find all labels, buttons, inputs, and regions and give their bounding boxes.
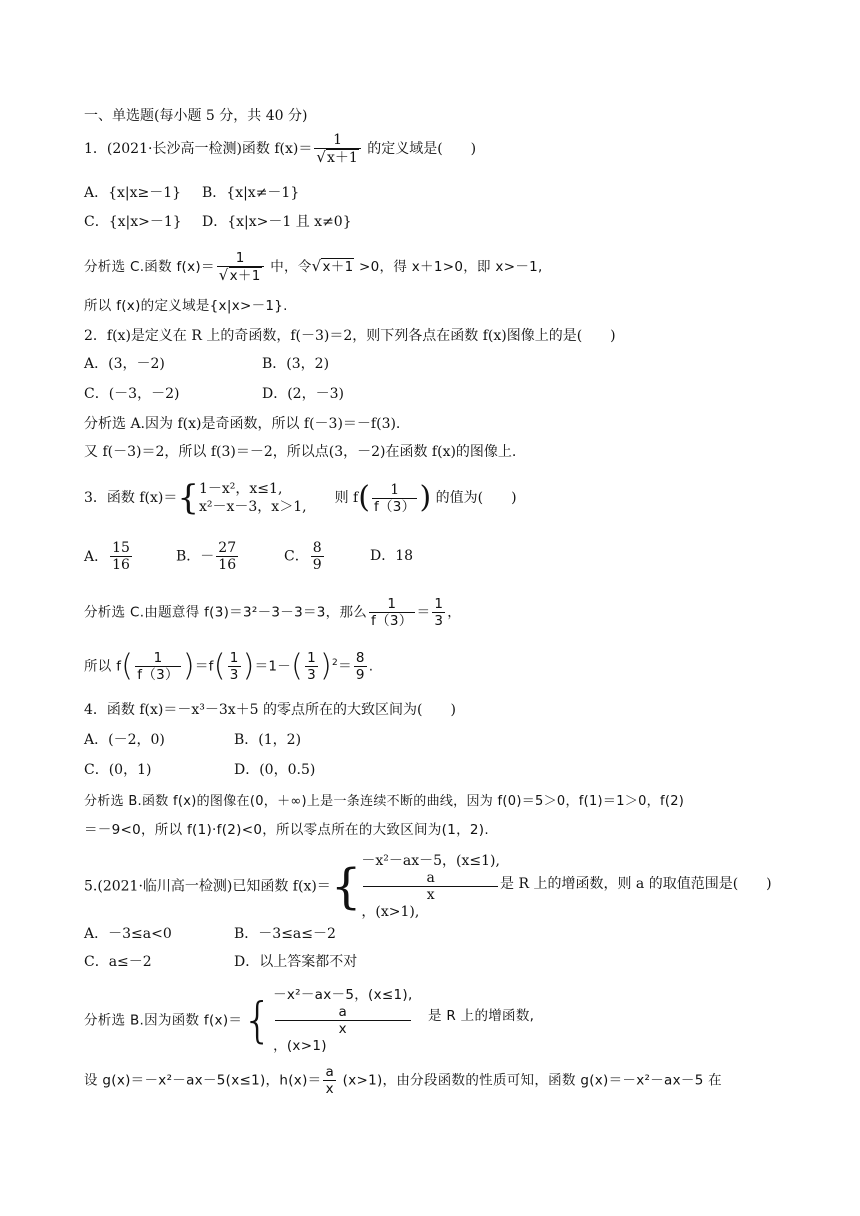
question-3-answer-line-2: 所以 f( $\frac{1}{f(3)}$ )＝f( $\frac{1}{3}$ )＝1－( $\frac{1}{3}$ )$^2$＝ $\frac{8}{9}$ .	[84, 648, 374, 684]
option-a[interactable]: A．(3，－2)	[84, 356, 165, 372]
question-5-answer-line-2: 设 g(x)＝－x²－ax－5(x≤1)，h(x)＝ $\frac{a}{x}$ (x>1)，由分段函数的性质可知，函数 g(x)＝－x²－ax－5 在	[84, 1064, 722, 1097]
question-4-answer-line-2: ＝－9<0，所以 f(1)·f(2)<0，所以零点所在的大致区间为(1，2).	[84, 822, 489, 838]
piecewise-cases: 1－x²，x≤1, x²－x－3，x＞1,	[199, 481, 307, 515]
question-2-answer-line-2: 又 f(－3)＝2，所以 f(3)＝－2，所以点(3，－2)在函数 f(x)的图像上.	[84, 444, 517, 460]
question-5-options-row-1	[84, 924, 336, 944]
option-b[interactable]: B．(3，2)	[262, 356, 330, 372]
option-a[interactable]: A． $\frac{15}{16}$	[84, 540, 130, 573]
question-1-answer-line-2: 所以 f(x)的定义域是{x|x>－1}.	[84, 298, 288, 314]
piecewise-cases: －x²－ax－5，(x≤1), a x ，(x>1),	[361, 853, 500, 920]
option-c[interactable]: C．(0，1)	[84, 762, 152, 778]
question-5-answer-line-1: 分析选 B.因为函数 f(x)＝{ －x²－ax－5，(x≤1), a x ，(x>1) 是 R 上的增函数,	[84, 987, 535, 1054]
option-c[interactable]: C．(－3，－2)	[84, 386, 180, 402]
option-d[interactable]: D．(2，－3)	[262, 386, 344, 402]
question-1-options-row-2	[84, 212, 352, 232]
section-heading: 一、单选题(每小题 5 分，共 40 分)	[84, 108, 308, 124]
question-3-stem: 3．函数 f(x)＝{ 1－x²，x≤1, x²－x－3，x＞1, 则 f( $\frac{1}{f(3)}$ ) 的值为( )	[84, 478, 517, 518]
question-5-stem: 5.(2021·临川高一检测)已知函数 f(x)＝{ －x²－ax－5，(x≤1), a x ，(x>1), 是 R 上的增函数，则 a 的取值范围是( )	[84, 853, 772, 920]
question-5-options-row-2	[84, 952, 358, 972]
option-d[interactable]: D．{x|x>－1 且 x≠0}	[202, 214, 352, 230]
question-4-stem: 4．函数 f(x)＝－x³－3x＋5 的零点所在的大致区间为( )	[84, 702, 456, 718]
option-b[interactable]: B．－ $\frac{27}{16}$	[176, 540, 237, 573]
option-d[interactable]: D．18	[370, 548, 414, 564]
question-1-stem: 1．(2021·长沙高一检测)函数 f(x)＝ $\frac{1}{√x+1}$ 的定义域是( )	[84, 132, 477, 166]
option-b[interactable]: B．－3≤a≤－2	[234, 926, 336, 942]
option-c[interactable]: C． $\frac{8}{9}$	[284, 540, 322, 573]
question-2-options-row-2	[84, 384, 344, 404]
question-3-answer-line-1: 分析选 C.由题意得 f(3)＝3²－3－3＝3，那么 $\frac{1}{f(3)}$ ＝ $\frac{1}{3}$ ，	[84, 596, 462, 629]
option-d[interactable]: D．以上答案都不对	[234, 954, 358, 970]
option-c[interactable]: C．{x|x>－1}	[84, 214, 182, 230]
question-4-options-row-2	[84, 760, 316, 780]
option-c[interactable]: C．a≤－2	[84, 954, 152, 970]
question-4-answer-line-1: 分析选 B.函数 f(x)的图像在(0，＋∞)上是一条连续不断的曲线，因为 f(0)＝5＞0，f(1)＝1＞0，f(2)	[84, 794, 685, 809]
question-2-answer-line-1: 分析选 A.因为 f(x)是奇函数，所以 f(－3)＝－f(3).	[84, 416, 401, 432]
question-2-stem: 2．f(x)是定义在 R 上的奇函数，f(－3)＝2，则下列各点在函数 f(x)图像上的是( )	[84, 328, 616, 344]
question-3-options	[84, 540, 414, 573]
option-b[interactable]: B．{x|x≠－1}	[202, 185, 300, 201]
option-a[interactable]: A．－3≤a<0	[84, 926, 172, 942]
option-a[interactable]: A．(－2，0)	[84, 732, 165, 748]
option-d[interactable]: D．(0，0.5)	[234, 762, 316, 778]
option-a[interactable]: A．{x|x≥－1}	[84, 185, 182, 201]
question-1-answer-line-1: 分析选 C.函数 f(x)＝ $\frac{1}{√x+1}$ 中，令√x＋1 >0，得 x＋1>0，即 x>－1,	[84, 250, 543, 284]
question-4-options-row-1	[84, 730, 302, 750]
fraction: $\frac{1}{√x+1}$	[314, 132, 360, 166]
question-1-options-row-1	[84, 183, 300, 203]
option-b[interactable]: B．(1，2)	[234, 732, 302, 748]
question-2-options-row-1	[84, 354, 330, 374]
